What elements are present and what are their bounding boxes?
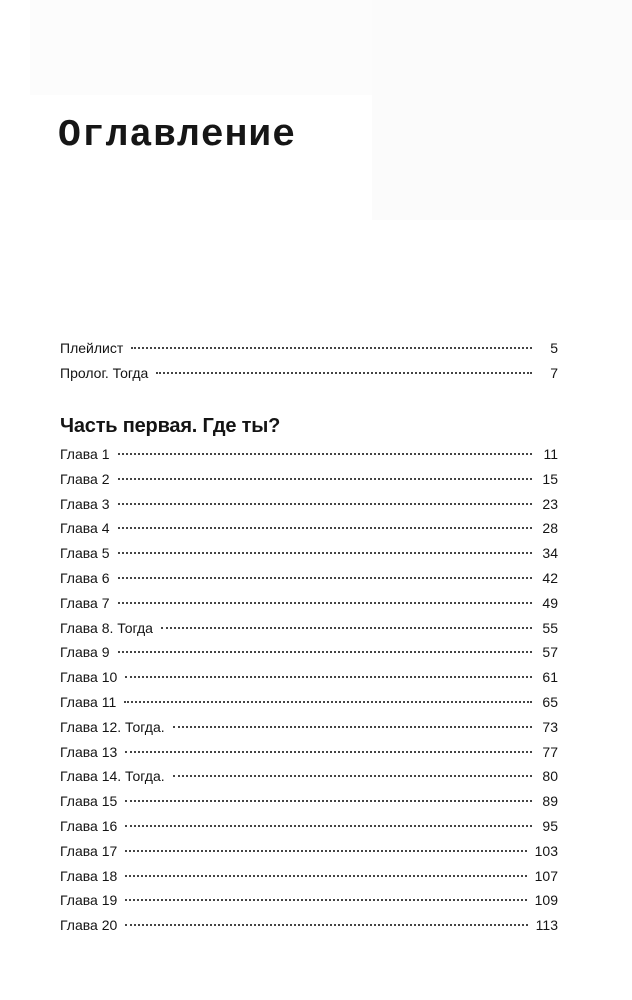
dot-leader — [161, 627, 532, 629]
toc-entry-page: 57 — [542, 644, 558, 661]
toc-entry-page: 89 — [542, 793, 558, 810]
dot-leader — [118, 577, 533, 579]
toc-entry-label: Глава 1 — [60, 446, 110, 462]
toc-entry — [60, 843, 558, 868]
toc-entry — [60, 620, 558, 645]
toc-entry-label: Глава 17 — [60, 842, 118, 859]
dot-leader — [118, 552, 533, 554]
toc-entry-label: Глава 2 — [60, 470, 110, 487]
toc-entry — [60, 768, 558, 793]
toc-entry-label: Глава 12. Тогда. — [60, 718, 165, 735]
toc-entry-page: 109 — [534, 892, 558, 909]
part-title: Часть первая. Где ты? — [60, 415, 281, 437]
dot-leader — [156, 372, 532, 374]
toc-entry — [60, 917, 558, 942]
toc-entry — [60, 570, 558, 595]
toc-entry-page: 28 — [542, 520, 558, 537]
dot-leader — [125, 875, 526, 877]
toc-entry-label: Глава 9 — [60, 644, 110, 661]
toc-entry-label: Глава 16 — [60, 817, 118, 834]
toc-entry — [60, 545, 558, 570]
toc-entry — [60, 793, 558, 818]
toc-entry-label: Глава 11 — [60, 693, 117, 710]
dot-leader — [118, 602, 533, 604]
dot-leader — [124, 701, 532, 703]
toc-entry-label: Глава 10 — [60, 669, 118, 686]
toc-entry-page: 42 — [542, 569, 558, 586]
dot-leader — [118, 527, 533, 529]
dot-leader — [173, 726, 532, 728]
dot-leader — [118, 503, 533, 505]
front-matter-list — [60, 340, 558, 390]
toc-entry-page: 11 — [543, 446, 558, 462]
toc-entry-page: 65 — [542, 693, 558, 710]
toc-entry-page: 23 — [542, 495, 558, 512]
toc-entry — [60, 595, 558, 620]
chapter-list — [60, 446, 558, 942]
toc-entry — [60, 365, 558, 390]
toc-entry-page: 61 — [542, 669, 558, 686]
dot-leader — [173, 775, 532, 777]
toc-entry-label: Глава 15 — [60, 793, 118, 810]
toc-entry — [60, 520, 558, 545]
dot-leader — [125, 924, 527, 926]
toc-entry-page: 113 — [535, 917, 558, 934]
toc-entry-page: 95 — [542, 817, 558, 834]
toc-entry-label: Глава 7 — [60, 594, 110, 611]
dot-leader — [125, 800, 532, 802]
scan-shading — [372, 0, 632, 220]
dot-leader — [125, 825, 532, 827]
toc-entry-label: Глава 4 — [60, 520, 110, 537]
toc-entry-page: 55 — [542, 619, 558, 636]
toc-entry — [60, 694, 558, 719]
toc-entry — [60, 644, 558, 669]
toc-entry-label: Глава 6 — [60, 569, 110, 586]
toc-entry-label: Глава 20 — [60, 917, 118, 934]
toc-entry — [60, 340, 558, 365]
dot-leader — [125, 850, 526, 852]
toc-entry-label: Глава 18 — [60, 867, 118, 884]
toc-entry-page: 15 — [542, 470, 558, 487]
toc-entry-page: 73 — [542, 718, 558, 735]
toc-entry-label: Плейлист — [60, 340, 124, 356]
toc-entry — [60, 446, 558, 471]
dot-leader — [118, 478, 533, 480]
toc-entry-page: 7 — [550, 365, 558, 381]
toc-entry-label: Глава 14. Тогда. — [60, 768, 165, 785]
toc-entry-label: Глава 5 — [60, 545, 110, 562]
part-section — [60, 412, 558, 942]
dot-leader — [125, 899, 526, 901]
toc-entry-label: Глава 19 — [60, 892, 118, 909]
toc-entry-page: 80 — [542, 768, 558, 785]
toc-entry — [60, 471, 558, 496]
dot-leader — [131, 347, 532, 349]
toc-entry — [60, 669, 558, 694]
toc-entry-page: 103 — [534, 842, 558, 859]
toc-entry — [60, 719, 558, 744]
dot-leader — [118, 453, 533, 455]
toc-entry — [60, 744, 558, 769]
toc-entry-page: 5 — [550, 340, 558, 356]
toc-entry-page: 34 — [542, 545, 558, 562]
toc-entry-label: Пролог. Тогда — [60, 365, 149, 381]
toc-entry — [60, 496, 558, 521]
toc-entry-label: Глава 8. Тогда — [60, 619, 153, 636]
toc-entry-page: 77 — [542, 743, 558, 760]
toc-entry — [60, 868, 558, 893]
toc-entry-label: Глава 13 — [60, 743, 118, 760]
toc-entry-page: 49 — [542, 594, 558, 611]
dot-leader — [118, 651, 533, 653]
dot-leader — [125, 751, 532, 753]
page-title: Оглавление — [58, 114, 297, 157]
toc-entry — [60, 818, 558, 843]
dot-leader — [125, 676, 532, 678]
toc-entry — [60, 892, 558, 917]
toc-entry-label: Глава 3 — [60, 495, 110, 512]
toc-entry-page: 107 — [534, 867, 558, 884]
